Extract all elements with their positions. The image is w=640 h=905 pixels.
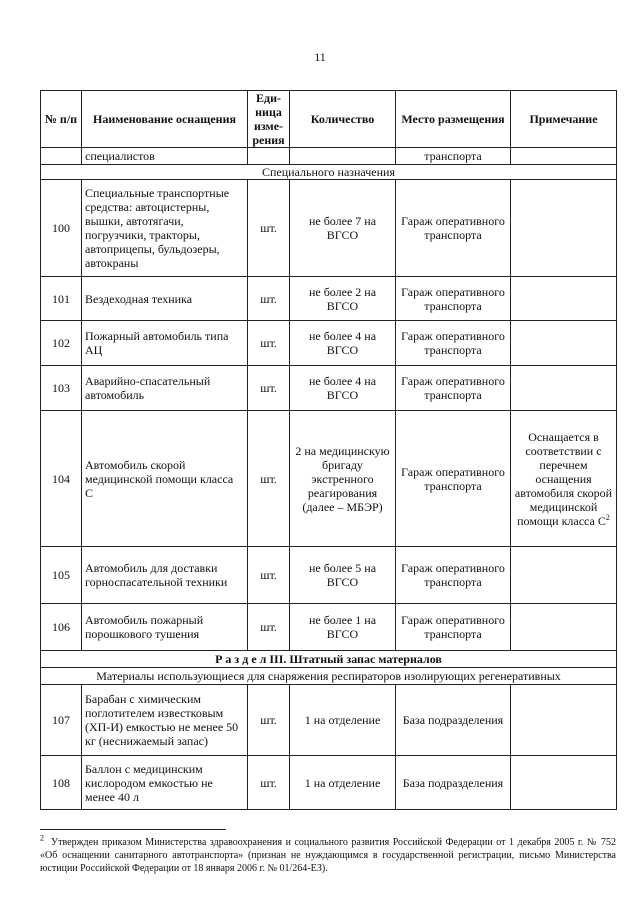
header-num: № п/п (41, 91, 82, 148)
cell-place-text: База подразделения (402, 775, 504, 790)
table-row-continued (41, 148, 617, 165)
table-row (41, 321, 617, 366)
cell-qty-text: не более 2 на ВГСО (308, 284, 377, 313)
cell-unit (248, 547, 290, 604)
cell-num-text: 104 (52, 471, 70, 486)
cell-name-text: Автомобиль скорой медицинской помощи класса С (85, 457, 234, 500)
cell-num (41, 321, 82, 366)
footnote-mark: 2 (40, 833, 44, 843)
cell-unit-text: шт. (260, 713, 277, 727)
cell-qty (290, 366, 396, 411)
cell-unit (248, 321, 290, 366)
cell-note (511, 685, 617, 756)
footnote-ref: 2 (605, 512, 610, 522)
header-qty: Количество (290, 91, 396, 148)
equipment-table (40, 90, 617, 810)
cell-name (82, 366, 248, 411)
cell-qty (290, 547, 396, 604)
cell-name (82, 411, 248, 547)
cell-num (41, 547, 82, 604)
cell-unit-text: шт. (260, 221, 277, 235)
cell-num (41, 180, 82, 277)
table-header-row (41, 91, 617, 148)
cell-num-text: 101 (52, 291, 70, 306)
cell-qty-text: не более 1 на ВГСО (308, 613, 377, 641)
rows-special (41, 180, 617, 651)
section-title: Специального назначения (41, 165, 617, 180)
cell-place (396, 180, 511, 277)
table-row (41, 604, 617, 651)
page-number: 11 (314, 50, 326, 64)
cell-place (396, 756, 511, 810)
cell-name (82, 321, 248, 366)
cell-qty (290, 756, 396, 810)
cell-place (396, 547, 511, 604)
section-row-special (41, 165, 617, 180)
cell-name-text: Специальные транспортные средства: автоцистерны, вышки, автотягачи, погрузчики, тракторы, автоприцепы, бульдозеры, автокраны (85, 186, 230, 270)
footnote (40, 833, 616, 875)
cell-qty-text: 1 на отделение (304, 713, 381, 727)
cell-unit (248, 604, 290, 651)
cell-num-text: 103 (52, 381, 70, 395)
cell-note (511, 277, 617, 321)
cell-name-text: Автомобиль для доставки горноспасательной техники (85, 561, 228, 589)
cell-unit (248, 756, 290, 810)
cell-name-text: Аварийно-спасательный автомобиль (85, 374, 211, 402)
table-row (41, 180, 617, 277)
cell-name-text: Автомобиль пожарный порошкового тушения (85, 613, 204, 641)
table-row (41, 547, 617, 604)
header-place: Место размещения (396, 91, 511, 148)
cell-name (82, 547, 248, 604)
cell-qty-text: не более 4 на ВГСО (308, 374, 377, 402)
cell-unit (248, 685, 290, 756)
rows-materials (41, 685, 617, 810)
cell-place (396, 277, 511, 321)
footnote-text: Утвержден приказом Министерства здравоохранения и социального развития Российской Федерации от 1 декабря 2005 г. № 752 «Об оснащении санитарного автотранспорта» (признан не нуждающимся в государственной регистрации, письмо Министерства юстиции Российской Федерации от 18 января 2006 г. № 01/264-ЕЗ). (40, 837, 616, 874)
cell-place (396, 321, 511, 366)
cell-qty (290, 321, 396, 366)
cell-unit-text: шт. (260, 471, 277, 486)
cell-place-text: Гараж оперативного транспорта (401, 374, 505, 402)
cell-place (396, 366, 511, 411)
cell-num-text: 106 (52, 620, 70, 634)
table-row (41, 756, 617, 810)
cell-place (396, 604, 511, 651)
footnote-divider (40, 829, 226, 830)
table-row (41, 277, 617, 321)
cell-place-text: Гараж оперативного транспорта (401, 561, 505, 589)
cell-note (511, 756, 617, 810)
cell-name (82, 180, 248, 277)
cell-num-text: 107 (52, 713, 70, 727)
cell-note (511, 366, 617, 411)
cell-name (82, 685, 248, 756)
cell-unit-text: шт. (260, 381, 277, 395)
cell-unit (248, 411, 290, 547)
cell-note (511, 180, 617, 277)
cell-unit-text: шт. (260, 336, 277, 350)
cell-note (511, 411, 617, 547)
cell-num (41, 366, 82, 411)
cell-note (511, 321, 617, 366)
cell-name (82, 277, 248, 321)
header-note: Примечание (511, 91, 617, 148)
cell-qty-text: 2 на медицинскую бригаду экстренного реагирования (далее – МБЭР) (295, 443, 390, 514)
cell-place-text: Гараж оперативного транспорта (401, 284, 505, 313)
header-name: Наименование оснащения (82, 91, 248, 148)
cell-num (41, 756, 82, 810)
cell-unit-text: шт. (260, 620, 277, 634)
cell-note (511, 547, 617, 604)
cell-num-text: 108 (52, 775, 70, 790)
cell-unit-text: шт. (260, 775, 277, 790)
table-row (41, 366, 617, 411)
cell-name (82, 756, 248, 810)
cell-place-text: Гараж оперативного транспорта (401, 464, 505, 493)
cell-unit (248, 277, 290, 321)
subsection-title: Материалы использующиеся для снаряжения респираторов изолирующих регенеративных (41, 668, 617, 685)
cell-place-text: Гараж оперативного транспорта (401, 329, 505, 357)
cell-place: транспорта (396, 148, 511, 165)
cell-qty (290, 685, 396, 756)
cell-qty (290, 411, 396, 547)
cell-qty (290, 604, 396, 651)
cell-name-text: Баллон с медицинским кислородом емкостью не менее 40 л (85, 761, 213, 804)
cell-place-text: База подразделения (402, 713, 504, 727)
cell-note-text: Оснащается в соответствии с перечнем оснащения автомобиля скорой медицинской помощи класса С (514, 429, 613, 528)
cell-unit-text: шт. (260, 568, 277, 582)
section-row-iii (41, 651, 617, 668)
cell-name-text: Пожарный автомобиль типа АЦ (85, 329, 229, 357)
cell-note (511, 604, 617, 651)
cell-name: специалистов (82, 148, 248, 165)
cell-num (41, 604, 82, 651)
cell-place (396, 411, 511, 547)
cell-place (396, 685, 511, 756)
cell-num (41, 685, 82, 756)
cell-qty (290, 277, 396, 321)
header-unit: Еди-ница изме-рения (248, 91, 290, 148)
table-row (41, 411, 617, 547)
cell-name (82, 604, 248, 651)
subsection-row (41, 668, 617, 685)
section-title: Р а з д е л III. Штатный запас материалов (41, 651, 617, 668)
cell-qty-text: не более 4 на ВГСО (308, 329, 377, 357)
cell-qty-text: 1 на отделение (304, 775, 381, 790)
cell-qty-text: не более 7 на ВГСО (308, 214, 377, 242)
cell-qty-text: не более 5 на ВГСО (308, 561, 377, 589)
cell-num (41, 277, 82, 321)
cell-place-text: Гараж оперативного транспорта (401, 214, 505, 242)
cell-num-text: 105 (52, 568, 70, 582)
table-row (41, 685, 617, 756)
cell-unit (248, 180, 290, 277)
cell-num (41, 411, 82, 547)
cell-num-text: 100 (52, 221, 70, 235)
cell-place-text: Гараж оперативного транспорта (401, 613, 505, 641)
cell-num-text: 102 (52, 336, 70, 350)
cell-qty (290, 180, 396, 277)
cell-unit-text: шт. (260, 291, 277, 306)
cell-name-text: Вездеходная техника (85, 291, 193, 306)
cell-unit (248, 366, 290, 411)
cell-name-text: Барабан с химическим поглотителем известковым (ХП-И) емкостью не менее 50 кг (неснижаемый запас) (85, 692, 239, 748)
